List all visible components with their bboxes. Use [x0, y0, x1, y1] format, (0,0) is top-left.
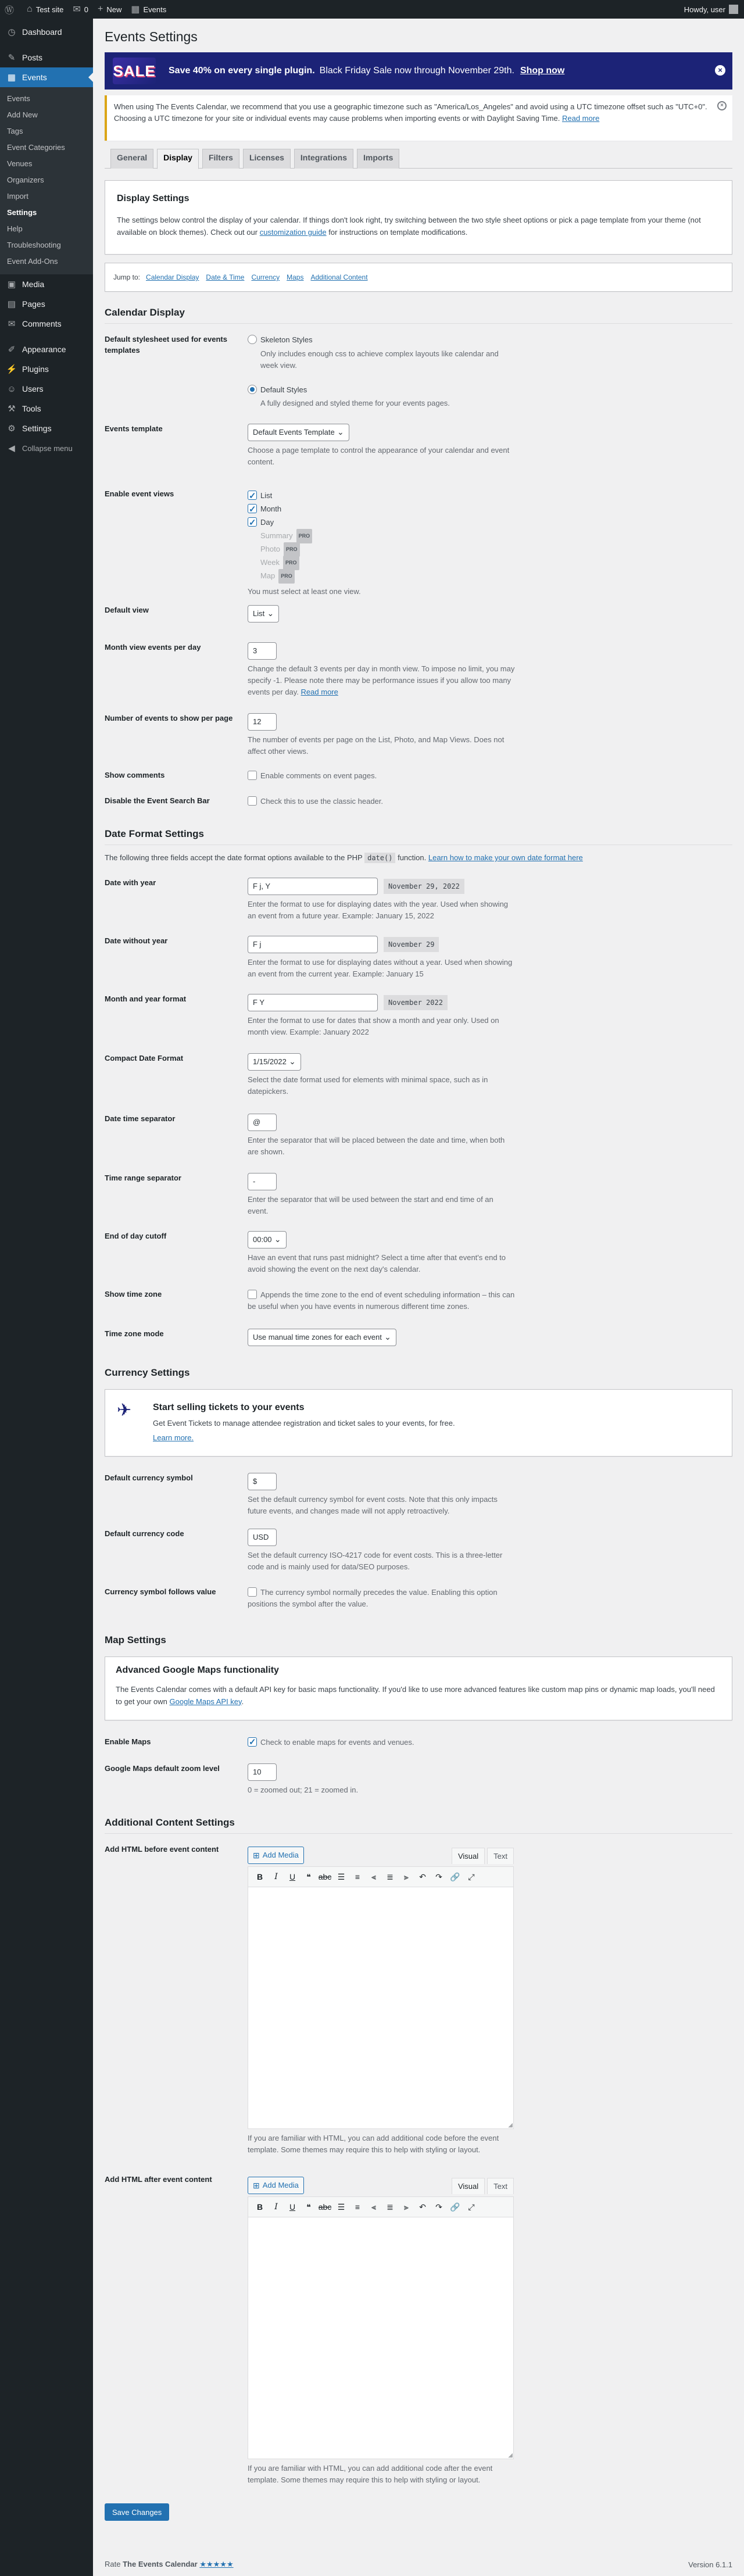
events-template-row	[105, 424, 732, 489]
event-views-row	[105, 489, 732, 605]
admin-sidebar	[0, 19, 93, 2576]
month-events-label: Month view events per day	[105, 643, 201, 652]
footer-version: Version 6.1.1	[688, 2560, 732, 2569]
disable-search-checkbox[interactable]	[248, 796, 257, 806]
show-comments-label: Show comments	[105, 771, 165, 779]
close-icon[interactable]: ×	[715, 65, 725, 76]
jump-link-calendar-display[interactable]: Calendar Display	[146, 273, 199, 281]
html-after-textarea[interactable]	[248, 2217, 514, 2459]
html-after-label: Add HTML after event content	[105, 2175, 212, 2184]
pin-icon: ✎	[8, 53, 16, 63]
maps-zoom-label: Google Maps default zoom level	[105, 1764, 220, 1773]
view-month-checkbox[interactable]	[248, 504, 257, 513]
strikethrough-icon[interactable]: abc	[318, 1872, 332, 1881]
submenu-organizers[interactable]: Organizers	[7, 176, 44, 184]
currency-heading: Currency Settings	[105, 1367, 190, 1378]
promo-title: Start selling tickets to your events	[153, 1403, 305, 1412]
bold-icon[interactable]: B	[256, 2202, 263, 2212]
show-timezone-option[interactable]: Appends the time zone to the end of event scheduling information – this can be useful when you have events in numerous different time zones.	[248, 1290, 515, 1311]
default-view-label: Default view	[105, 606, 149, 614]
underline-icon[interactable]: U	[289, 1872, 296, 1881]
maps-zoom-help: 0 = zoomed out; 21 = zoomed in.	[248, 1786, 359, 1794]
end-of-day-label: End of day cutoff	[105, 1232, 167, 1240]
visual-tab[interactable]: Visual	[452, 1848, 485, 1864]
show-comments-row	[105, 770, 732, 796]
maps-box-title: Advanced Google Maps functionality	[116, 1665, 279, 1675]
datetime-separator-input[interactable]: @	[248, 1114, 277, 1131]
html-after-row	[105, 2174, 732, 2500]
additional-content-heading: Additional Content Settings	[105, 1817, 732, 1834]
submenu-add-new[interactable]: Add New	[7, 110, 38, 119]
view-day-checkbox[interactable]	[248, 517, 257, 527]
wrench-icon: ⚒	[8, 404, 16, 414]
tab-filters[interactable]: Filters	[202, 149, 239, 169]
date-with-year-help: Enter the format to use for displaying dates with the year. Used when showing an event from a future year. Example: January 15, 2022	[248, 900, 509, 921]
month-events-input[interactable]: 3	[248, 642, 277, 660]
timezone-mode-label: Time zone mode	[105, 1329, 164, 1338]
footer-rating: Rate The Events Calendar ★★★★★	[105, 2560, 234, 2568]
compact-date-row	[105, 1053, 732, 1114]
currency-code-help: Set the default currency ISO-4217 code for event costs. This is a three-letter code and is mainly used for data/SEO purposes.	[248, 1551, 503, 1572]
blockquote-icon[interactable]: ❝	[306, 2202, 311, 2212]
fullscreen-icon[interactable]: ⤢	[468, 2202, 475, 2212]
currency-code-input[interactable]: USD	[248, 1529, 277, 1546]
show-comments-checkbox[interactable]	[248, 771, 257, 780]
sidebar-item-appearance[interactable]: ✐ Appearance	[0, 339, 93, 359]
align-left-icon[interactable]: ⫷	[371, 1872, 376, 1881]
editor-toolbar	[248, 1866, 514, 1887]
intro-text: The settings below control the display of your calendar. If things don't look right, try switching between the two style sheet options or pick a page template from your theme (not available on block themes). Check out our customization guide for instructions on template modifications.	[117, 216, 701, 237]
sidebar-item-events[interactable]: ▦ Events	[0, 67, 93, 87]
italic-icon[interactable]: I	[274, 2202, 278, 2212]
tab-integrations[interactable]: Integrations	[294, 149, 353, 169]
currency-follows-row	[105, 1587, 732, 1634]
redo-icon[interactable]: ↷	[435, 1872, 442, 1881]
submenu-import[interactable]: Import	[7, 192, 28, 201]
save-changes-button[interactable]: Save Changes	[105, 2503, 169, 2521]
month-year-row	[105, 994, 732, 1053]
events-per-page-row	[105, 713, 732, 770]
tab-imports[interactable]: Imports	[357, 149, 399, 169]
submenu-events[interactable]: Events	[7, 94, 30, 103]
events-per-page-label: Number of events to show per page	[105, 714, 233, 722]
settings-icon: ⚙	[8, 424, 16, 434]
promo-learn-more-link[interactable]: Learn more.	[153, 1433, 194, 1442]
datetime-separator-row	[105, 1114, 732, 1173]
editor-toolbar	[248, 2196, 514, 2217]
date-without-year-row	[105, 936, 732, 994]
events-template-help: Choose a page template to control the appearance of your calendar and event content.	[248, 446, 510, 467]
view-photo-option: Photo PRO	[248, 542, 515, 556]
users-icon: ☺	[7, 384, 16, 394]
events-template-label: Events template	[105, 424, 163, 433]
currency-symbol-row	[105, 1473, 732, 1529]
view-week-option: Week PRO	[248, 556, 515, 569]
sidebar-item-pages[interactable]: ▤ Pages	[0, 294, 93, 314]
event-views-label: Enable event views	[105, 489, 174, 498]
time-range-separator-help: Enter the separator that will be used between the start and end time of an event.	[248, 1195, 493, 1216]
view-map-option: Map PRO	[248, 569, 515, 582]
show-timezone-checkbox[interactable]	[248, 1290, 257, 1299]
main-content	[93, 19, 744, 2521]
datetime-separator-help: Enter the separator that will be placed between the date and time, when both are shown.	[248, 1136, 505, 1157]
submenu-venues[interactable]: Venues	[7, 159, 33, 168]
jump-link-maps[interactable]: Maps	[287, 273, 304, 281]
site-name-link[interactable]: ⌂ Test site	[27, 4, 64, 14]
admin-bar	[0, 0, 744, 19]
notice-line-2: Choosing a UTC timezone for your site or individual events may cause problems when importing events or with Daylight Saving Time. Read more	[114, 113, 600, 123]
jump-link-additional-content[interactable]: Additional Content	[310, 273, 368, 281]
new-content-link[interactable]: + New	[98, 4, 122, 14]
link-icon[interactable]: 🔗	[450, 2202, 460, 2212]
events-submenu	[0, 87, 93, 274]
end-of-day-help: Have an event that runs past midnight? Select a time after that event's end to avoid showing the event on the next day's calendar.	[248, 1253, 506, 1274]
date-without-year-label: Date without year	[105, 936, 168, 945]
save-area	[105, 2503, 732, 2521]
sale-text: Black Friday Sale now through November 29th.	[319, 66, 514, 76]
date-with-year-row	[105, 878, 732, 936]
date-format-heading: Date Format Settings	[105, 828, 732, 845]
time-range-separator-label: Time range separator	[105, 1173, 181, 1182]
view-day-option[interactable]: ✓Day	[248, 516, 515, 529]
promo-text: Get Event Tickets to manage attendee registration and ticket sales to your events, for free.	[153, 1419, 455, 1427]
skeleton-styles-radio[interactable]	[248, 335, 257, 344]
compact-date-label: Compact Date Format	[105, 1054, 184, 1062]
view-month-option[interactable]: ✓Month	[248, 502, 515, 516]
wp-logo-button[interactable]	[0, 0, 22, 19]
html-after-help: If you are familiar with HTML, you can add additional code after the event template. Some themes may require this to help with styling or layout.	[248, 2464, 493, 2485]
date-format-intro: The following three fields accept the date format options available to the PHP date() function. Learn how to make your own date format here	[105, 853, 583, 862]
submenu-tags[interactable]: Tags	[7, 127, 23, 135]
stylesheet-row	[105, 334, 732, 424]
align-right-icon[interactable]: ⫸	[404, 2202, 409, 2212]
default-view-row	[105, 605, 732, 642]
html-before-row	[105, 1844, 732, 2174]
sidebar-item-media[interactable]: ▣ Media	[0, 274, 93, 294]
admin-footer	[105, 2553, 732, 2576]
brush-icon: ✐	[8, 345, 16, 355]
comments-link[interactable]: ✉ 0	[73, 5, 89, 15]
time-range-separator-input[interactable]: -	[248, 1173, 277, 1190]
disable-search-row	[105, 796, 732, 828]
default-styles-option[interactable]: Default Styles	[248, 384, 515, 396]
sidebar-item-dashboard[interactable]: ◷ Dashboard	[0, 22, 93, 42]
italic-icon[interactable]: I	[274, 1872, 278, 1881]
enable-maps-row	[105, 1737, 732, 1763]
view-summary-option: Summary PRO	[248, 529, 515, 542]
currency-follows-option[interactable]: The currency symbol normally precedes the value. Enabling this option positions the symbol after the value.	[248, 1588, 498, 1608]
date-without-year-help: Enter the format to use for displaying dates without a year. Used when showing an event from the current year. Example: January 15	[248, 958, 513, 979]
wordpress-icon: Ⓦ	[5, 5, 15, 16]
notice-line-1: When using The Events Calendar, we recommend that you use a geographic timezone such as "America/Los_Angeles" and avoid using a UTC timezone offset such as "UTC+0".	[114, 102, 707, 111]
jump-link-currency[interactable]: Currency	[251, 273, 280, 281]
timezone-mode-row	[105, 1329, 732, 1367]
end-of-day-row	[105, 1231, 732, 1289]
compact-date-select[interactable]: 1/15/2022 ⌄	[248, 1053, 301, 1071]
text-tab[interactable]: Text	[487, 2178, 514, 2194]
google-maps-info-box	[105, 1656, 732, 1720]
text-tab[interactable]: Text	[487, 1848, 514, 1864]
html-before-textarea[interactable]	[248, 1887, 514, 2129]
currency-code-row	[105, 1529, 732, 1587]
google-maps-api-key-link[interactable]: Google Maps API key	[169, 1697, 242, 1706]
month-events-read-more-link[interactable]: Read more	[301, 688, 338, 697]
date-with-year-input[interactable]: F j, Y	[248, 878, 378, 895]
comment-bubble-icon: ✉	[73, 5, 81, 15]
add-media-button[interactable]: ⊞ Add Media	[248, 2177, 304, 2194]
events-bar-link[interactable]: ▦ Events	[131, 5, 167, 15]
month-events-help: Change the default 3 events per day in month view. To impose no limit, you may specify -1. Please note there may be performance issues if you allow too many events per day. Read more	[248, 664, 515, 697]
jump-label: Jump to:	[113, 273, 141, 281]
currency-follows-checkbox[interactable]	[248, 1587, 257, 1597]
dashboard-icon: ◷	[8, 27, 16, 37]
bulleted-list-icon[interactable]: ☰	[337, 1872, 345, 1881]
skeleton-styles-help: Only includes enough css to achieve complex layouts like calendar and week view.	[260, 349, 499, 370]
strikethrough-icon[interactable]: abc	[318, 2202, 332, 2212]
sidebar-item-plugins[interactable]: ⚡ Plugins	[6, 364, 49, 374]
calendar-display-heading: Calendar Display	[105, 307, 732, 324]
sale-headline: Save 40% on every single plugin.	[169, 66, 315, 76]
currency-symbol-help: Set the default currency symbol for event costs. Note that this only impacts future events, and changes made will not apply retroactively.	[248, 1495, 498, 1516]
tab-general[interactable]: General	[110, 149, 153, 169]
fullscreen-icon[interactable]: ⤢	[468, 1872, 475, 1881]
disable-search-option[interactable]: Check this to use the classic header.	[248, 796, 515, 828]
media-icon: ▣	[7, 280, 16, 289]
time-range-separator-row	[105, 1173, 732, 1231]
user-account-menu[interactable]: Howdy, user	[684, 5, 744, 14]
date-with-year-label: Date with year	[105, 878, 156, 887]
rating-stars-link[interactable]: ★★★★★	[199, 2560, 234, 2568]
add-media-button[interactable]: ⊞ Add Media	[248, 1847, 304, 1864]
comment-icon: ✉	[8, 319, 16, 329]
pro-badge: PRO	[284, 542, 300, 557]
month-year-help: Enter the format to use for dates that show a month and year only. Used on month view. Example: January 2022	[248, 1016, 499, 1037]
shop-now-link[interactable]: Shop now	[520, 66, 565, 76]
calendar-icon: ▦	[131, 5, 140, 15]
html-before-help: If you are familiar with HTML, you can add additional code before the event template. Some themes may require this to help with styling or layout.	[248, 2134, 499, 2155]
maps-heading: Map Settings	[105, 1634, 166, 1645]
default-styles-help: A fully designed and styled theme for your events pages.	[260, 399, 450, 408]
home-icon: ⌂	[27, 4, 33, 14]
submenu-troubleshooting[interactable]: Troubleshooting	[7, 241, 61, 249]
align-left-icon[interactable]: ⫷	[371, 2202, 376, 2212]
date-without-year-input[interactable]: F j	[248, 936, 378, 953]
show-timezone-row	[105, 1289, 732, 1329]
pro-badge: PRO	[278, 569, 295, 584]
jump-to-nav	[105, 263, 732, 292]
events-per-page-input[interactable]: 12	[248, 713, 277, 731]
align-right-icon[interactable]: ⫸	[404, 1872, 409, 1881]
currency-symbol-label: Default currency symbol	[105, 1473, 193, 1482]
tab-display[interactable]: Display	[157, 149, 199, 169]
pro-badge: PRO	[296, 529, 313, 543]
currency-code-label: Default currency code	[105, 1529, 184, 1538]
enable-maps-label: Enable Maps	[105, 1737, 151, 1746]
customization-guide-link[interactable]: customization guide	[259, 227, 327, 237]
undo-icon[interactable]: ↶	[419, 1872, 426, 1881]
date-with-year-preview: November 29, 2022	[384, 879, 464, 894]
show-comments-option[interactable]: Enable comments on event pages.	[248, 770, 515, 796]
dismiss-icon[interactable]: ×	[717, 101, 727, 110]
bulleted-list-icon[interactable]: ☰	[337, 2202, 345, 2212]
end-of-day-select[interactable]: 00:00 ⌄	[248, 1231, 287, 1248]
view-list-checkbox[interactable]	[248, 491, 257, 500]
stylesheet-label: Default stylesheet used for events templates	[105, 335, 227, 355]
maps-zoom-input[interactable]: 10	[248, 1763, 277, 1781]
footer-plugin-name: The Events Calendar	[123, 2560, 198, 2568]
underline-icon[interactable]: U	[289, 2202, 296, 2212]
tab-licenses[interactable]: Licenses	[243, 149, 291, 169]
intro-title: Display Settings	[117, 194, 189, 203]
jump-link-date-time[interactable]: Date & Time	[206, 273, 245, 281]
page-title: Events Settings	[105, 29, 198, 44]
date-without-year-preview: November 29	[384, 937, 439, 952]
enable-maps-option[interactable]: ✓ Check to enable maps for events and venues.	[248, 1737, 515, 1763]
sidebar-item-users[interactable]: ☺ Users	[0, 379, 93, 399]
maps-box-text: The Events Calendar comes with a default API key for basic maps functionality. If you'd like to use more advanced features like custom map pins or dynamic map loads, you'll need to get your own Google Maps API key.	[116, 1685, 715, 1706]
events-template-select[interactable]: Default Events Template ⌄	[248, 424, 349, 441]
notice-read-more-link[interactable]: Read more	[561, 113, 600, 123]
pro-badge: PRO	[283, 556, 299, 570]
skeleton-styles-option[interactable]: Skeleton Styles	[248, 334, 515, 346]
align-center-icon[interactable]: ≣	[387, 2202, 394, 2212]
display-settings-intro	[105, 180, 732, 255]
redo-icon[interactable]: ↷	[435, 2202, 442, 2212]
event-views-help: You must select at least one view.	[248, 587, 361, 596]
php-date-code: date()	[364, 853, 395, 863]
calendar-icon: ▦	[7, 73, 16, 83]
maps-zoom-row	[105, 1763, 732, 1817]
plugin-icon: ⚡	[6, 364, 17, 374]
sidebar-item-settings[interactable]: ⚙ Settings	[0, 418, 93, 438]
sale-logo: SALE	[113, 58, 156, 84]
blockquote-icon[interactable]: ❝	[306, 1872, 311, 1881]
month-year-input[interactable]: F Y	[248, 994, 378, 1011]
compact-date-help: Select the date format used for elements with minimal space, such as in datepickers.	[248, 1075, 488, 1096]
month-year-label: Month and year format	[105, 994, 187, 1003]
collapse-icon: ◀	[8, 443, 15, 453]
settings-tabs	[105, 149, 732, 169]
numbered-list-icon[interactable]: ≡	[355, 1872, 360, 1881]
enable-maps-checkbox[interactable]	[248, 1737, 257, 1747]
visual-tab[interactable]: Visual	[452, 2178, 485, 2194]
collapse-menu-button[interactable]: ◀ Collapse menu	[0, 438, 93, 458]
plus-icon: +	[98, 4, 103, 14]
events-per-page-help: The number of events per page on the List, Photo, and Map Views. Does not affect other views.	[248, 735, 505, 756]
page-icon: ▤	[7, 299, 16, 309]
avatar	[729, 5, 738, 14]
ticket-icon: ✈	[117, 1401, 132, 1420]
html-after-editor	[248, 2174, 514, 2459]
bold-icon[interactable]: B	[256, 1872, 263, 1881]
event-tickets-promo	[105, 1389, 732, 1457]
datetime-separator-label: Date time separator	[105, 1114, 176, 1123]
link-icon[interactable]: 🔗	[450, 1872, 460, 1881]
currency-follows-label: Currency symbol follows value	[105, 1587, 216, 1596]
html-before-label: Add HTML before event content	[105, 1845, 219, 1854]
align-center-icon[interactable]: ≣	[387, 1872, 394, 1881]
numbered-list-icon[interactable]: ≡	[355, 2202, 360, 2212]
submenu-help[interactable]: Help	[7, 224, 23, 233]
sidebar-item-tools[interactable]: ⚒ Tools	[0, 399, 93, 418]
timezone-mode-select[interactable]: Use manual time zones for each event ⌄	[248, 1329, 396, 1346]
default-styles-radio[interactable]	[248, 385, 257, 394]
media-icon: ⊞	[253, 1850, 260, 1860]
show-timezone-label: Show time zone	[105, 1290, 162, 1298]
html-before-editor	[248, 1844, 514, 2129]
undo-icon[interactable]: ↶	[419, 2202, 426, 2212]
timezone-notice	[105, 95, 732, 141]
submenu-event-add-ons[interactable]: Event Add-Ons	[7, 257, 58, 266]
media-icon: ⊞	[253, 2180, 260, 2190]
date-format-help-link[interactable]: Learn how to make your own date format here	[428, 853, 583, 862]
disable-search-label: Disable the Event Search Bar	[105, 796, 210, 805]
month-events-row	[105, 642, 732, 713]
month-year-preview: November 2022	[384, 995, 448, 1010]
currency-symbol-input[interactable]: $	[248, 1473, 277, 1490]
default-view-select[interactable]: List ⌄	[248, 605, 279, 622]
sale-banner	[105, 52, 732, 90]
submenu-settings[interactable]: Settings	[7, 208, 37, 217]
sidebar-item-comments[interactable]: ✉ Comments	[0, 314, 93, 334]
submenu-event-categories[interactable]: Event Categories	[7, 143, 65, 152]
sidebar-item-posts[interactable]: ✎ Posts	[0, 48, 93, 67]
view-list-option[interactable]: ✓ List	[248, 489, 515, 502]
